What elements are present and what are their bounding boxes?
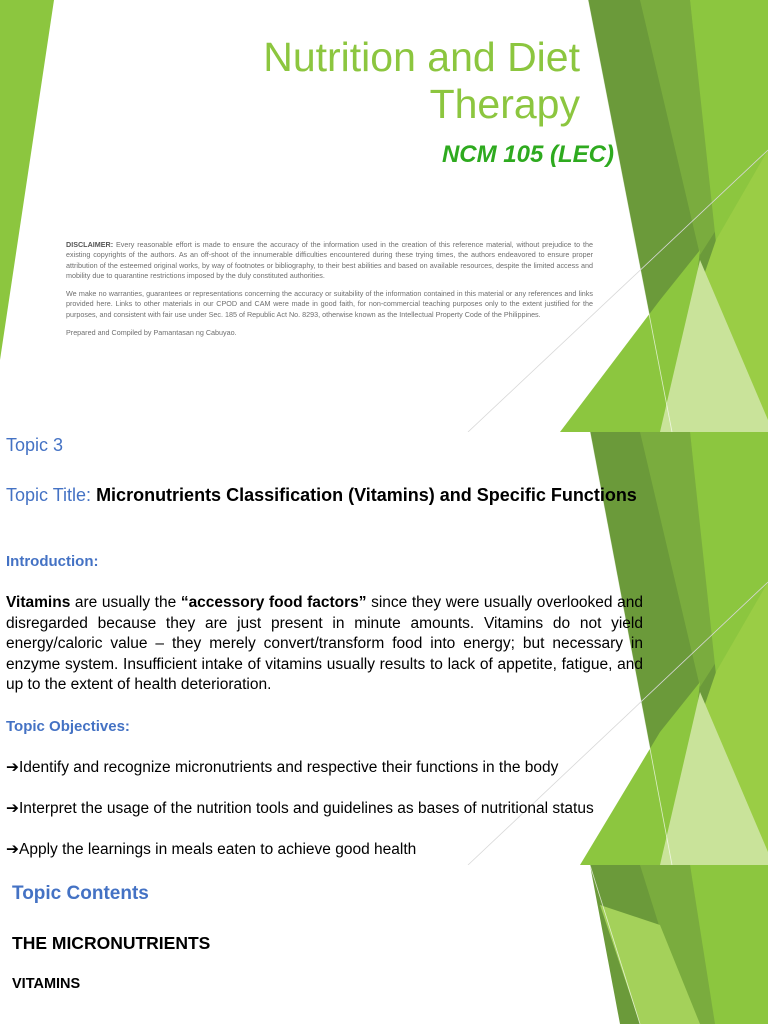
topic-title-label: Topic Title: — [6, 485, 92, 505]
topic-number: Topic 3 — [6, 435, 64, 455]
objectives-list — [6, 758, 594, 865]
arrow-icon: ➔ — [6, 759, 19, 776]
disclaimer-text-2: We make no warranties, guarantees or representations concerning the accuracy or suitability of the information contained in this material or any references and links provided here. Links to other materials in our CPOD and CAM were made in good faith, for non-commercial teaching purposes only to the extent justified for the purposes, and consistent with fair use under Sec. 185 of Republic Act No. 8293, otherwise known as the Intellectual Property Code of the Philippines. — [66, 289, 593, 319]
disclaimer-label: DISCLAIMER: — [66, 240, 114, 249]
arrow-icon: ➔ — [6, 841, 19, 858]
list-item — [6, 799, 594, 840]
contents-slide — [0, 865, 768, 1024]
disclaimer-paragraph-1 — [66, 240, 593, 281]
introduction-heading: Introduction: — [6, 553, 99, 570]
introduction-paragraph — [6, 593, 643, 696]
topic-slide — [0, 432, 768, 865]
topic-title — [6, 483, 643, 508]
prepared-by: Prepared and Compiled by Pamantasan ng Cabuyao. — [66, 328, 237, 338]
cover-slide — [0, 0, 768, 432]
subsection-heading: VITAMINS — [12, 976, 81, 992]
title-line-2: Therapy — [429, 81, 580, 127]
topic-contents-heading: Topic Contents — [12, 883, 149, 904]
section-heading: THE MICRONUTRIENTS — [12, 933, 211, 953]
arrow-icon: ➔ — [6, 800, 19, 817]
intro-term: Vitamins — [6, 594, 71, 611]
topic-title-text: Micronutrients Classification (Vitamins) and Specific Functions — [96, 485, 637, 505]
objectives-heading: Topic Objectives: — [6, 718, 130, 735]
objective-text: Apply the learnings in meals eaten to achieve good health — [19, 841, 417, 858]
course-title — [263, 34, 580, 128]
list-item — [6, 758, 594, 799]
intro-text-2: since they were usually overlooked and disregarded because they are just present in minute amounts. Vitamins do not yield energy/caloric value – they merely convert/transform food into energy; but necessary in enzyme system. Insufficient intake of vitamins usually results to lack of appetite, fatigue, and up to the extent of health deterioration. — [6, 594, 643, 693]
intro-quote: “accessory food factors” — [180, 594, 367, 611]
disclaimer — [66, 240, 593, 346]
title-line-1: Nutrition and Diet — [263, 34, 580, 80]
objective-text: Identify and recognize micronutrients and respective their functions in the body — [19, 759, 559, 776]
intro-text-1: are usually the — [70, 594, 181, 611]
disclaimer-text-1: Every reasonable effort is made to ensure the accuracy of the information used in the creation of this reference material, without prejudice to the existing copyrights of the authors. As an off-shoot of the innumerable difficulties encountered during these trying times, the authors endeavored to ensure proper attribution of the esteemed original works, by way of footnotes or bibliography, to their best abilities and based on available resources, despite the limited access and mobility due to quarantine restrictions imposed by the duly constituted authorities. — [66, 240, 593, 280]
list-item — [6, 840, 594, 865]
objective-text: Interpret the usage of the nutrition tools and guidelines as bases of nutritional status — [19, 800, 594, 817]
course-code: NCM 105 (LEC) — [441, 141, 614, 168]
